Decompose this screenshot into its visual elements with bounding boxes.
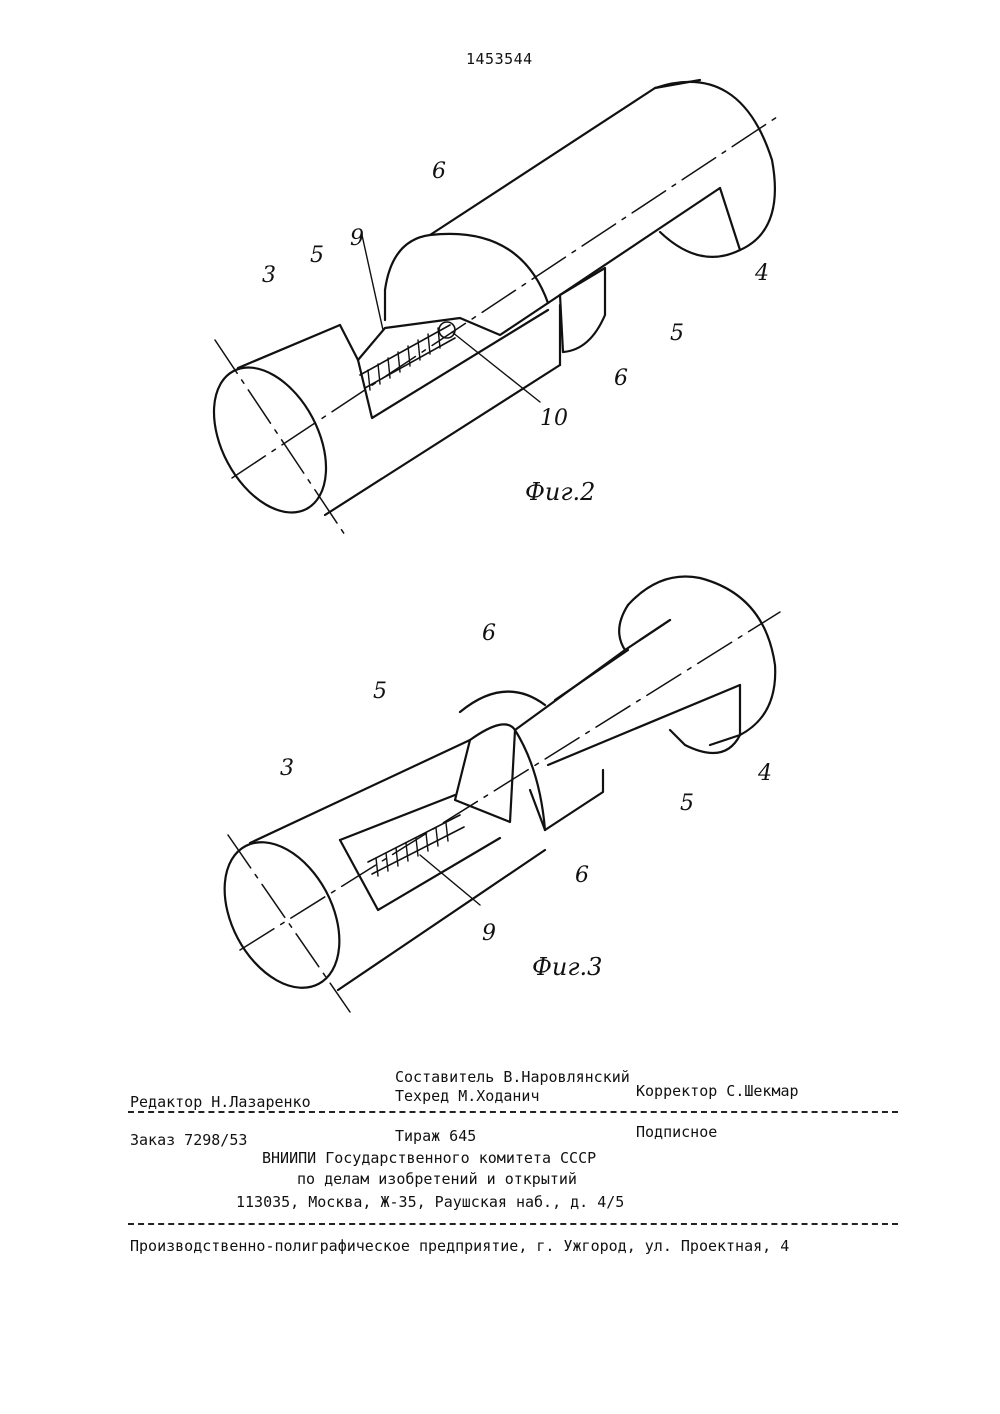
fig2-label-10: 10 xyxy=(540,406,568,431)
fig2-label-5: 5 xyxy=(310,243,324,268)
imprint-printer: Производственно-полиграфическое предприятие, г. Ужгород, ул. Проектная, 4 xyxy=(130,1237,790,1255)
fig3-label-6-bottom: 6 xyxy=(575,863,589,888)
imprint-org-line2: по делам изобретений и открытий xyxy=(297,1170,577,1188)
fig3-label-5-right: 5 xyxy=(680,791,694,816)
fig3-caption: Фиг.3 xyxy=(532,953,603,981)
fig3-label-4: 4 xyxy=(758,761,772,786)
fig2-label-6-top: 6 xyxy=(432,159,446,184)
fig3-label-6-top: 6 xyxy=(482,621,496,646)
figure-2-drawing xyxy=(0,60,1000,550)
fig3-label-3: 3 xyxy=(280,756,294,781)
fig2-label-4: 4 xyxy=(755,261,769,286)
imprint-editor: Редактор Н.Лазаренко xyxy=(130,1093,311,1111)
fig3-label-9: 9 xyxy=(482,921,496,946)
fig3-label-5: 5 xyxy=(373,679,387,704)
imprint-techred: Техред М.Ходанич xyxy=(395,1087,540,1105)
fig2-caption: Фиг.2 xyxy=(525,478,596,506)
fig2-label-5-right: 5 xyxy=(670,321,684,346)
separator-rule-2 xyxy=(128,1223,898,1225)
imprint-circulation: Тираж 645 xyxy=(395,1127,477,1145)
imprint-subscription: Подписное xyxy=(636,1123,718,1141)
fig2-label-3: 3 xyxy=(262,263,276,288)
fig2-label-6-bottom: 6 xyxy=(614,366,628,391)
imprint-org-line1: ВНИИПИ Государственного комитета СССР xyxy=(262,1149,597,1167)
imprint-address: 113035, Москва, Ж-35, Раушская наб., д. 4/5 xyxy=(236,1193,625,1211)
fig2-label-9: 9 xyxy=(350,226,364,251)
patent-number: 1453544 xyxy=(466,50,533,68)
imprint-corrector: Корректор С.Шекмар xyxy=(636,1082,799,1100)
imprint-order: Заказ 7298/53 xyxy=(130,1131,248,1149)
figure-3-drawing xyxy=(0,560,1000,1040)
imprint-compiler: Составитель В.Наровлянский xyxy=(395,1068,630,1086)
separator-rule xyxy=(128,1111,898,1113)
